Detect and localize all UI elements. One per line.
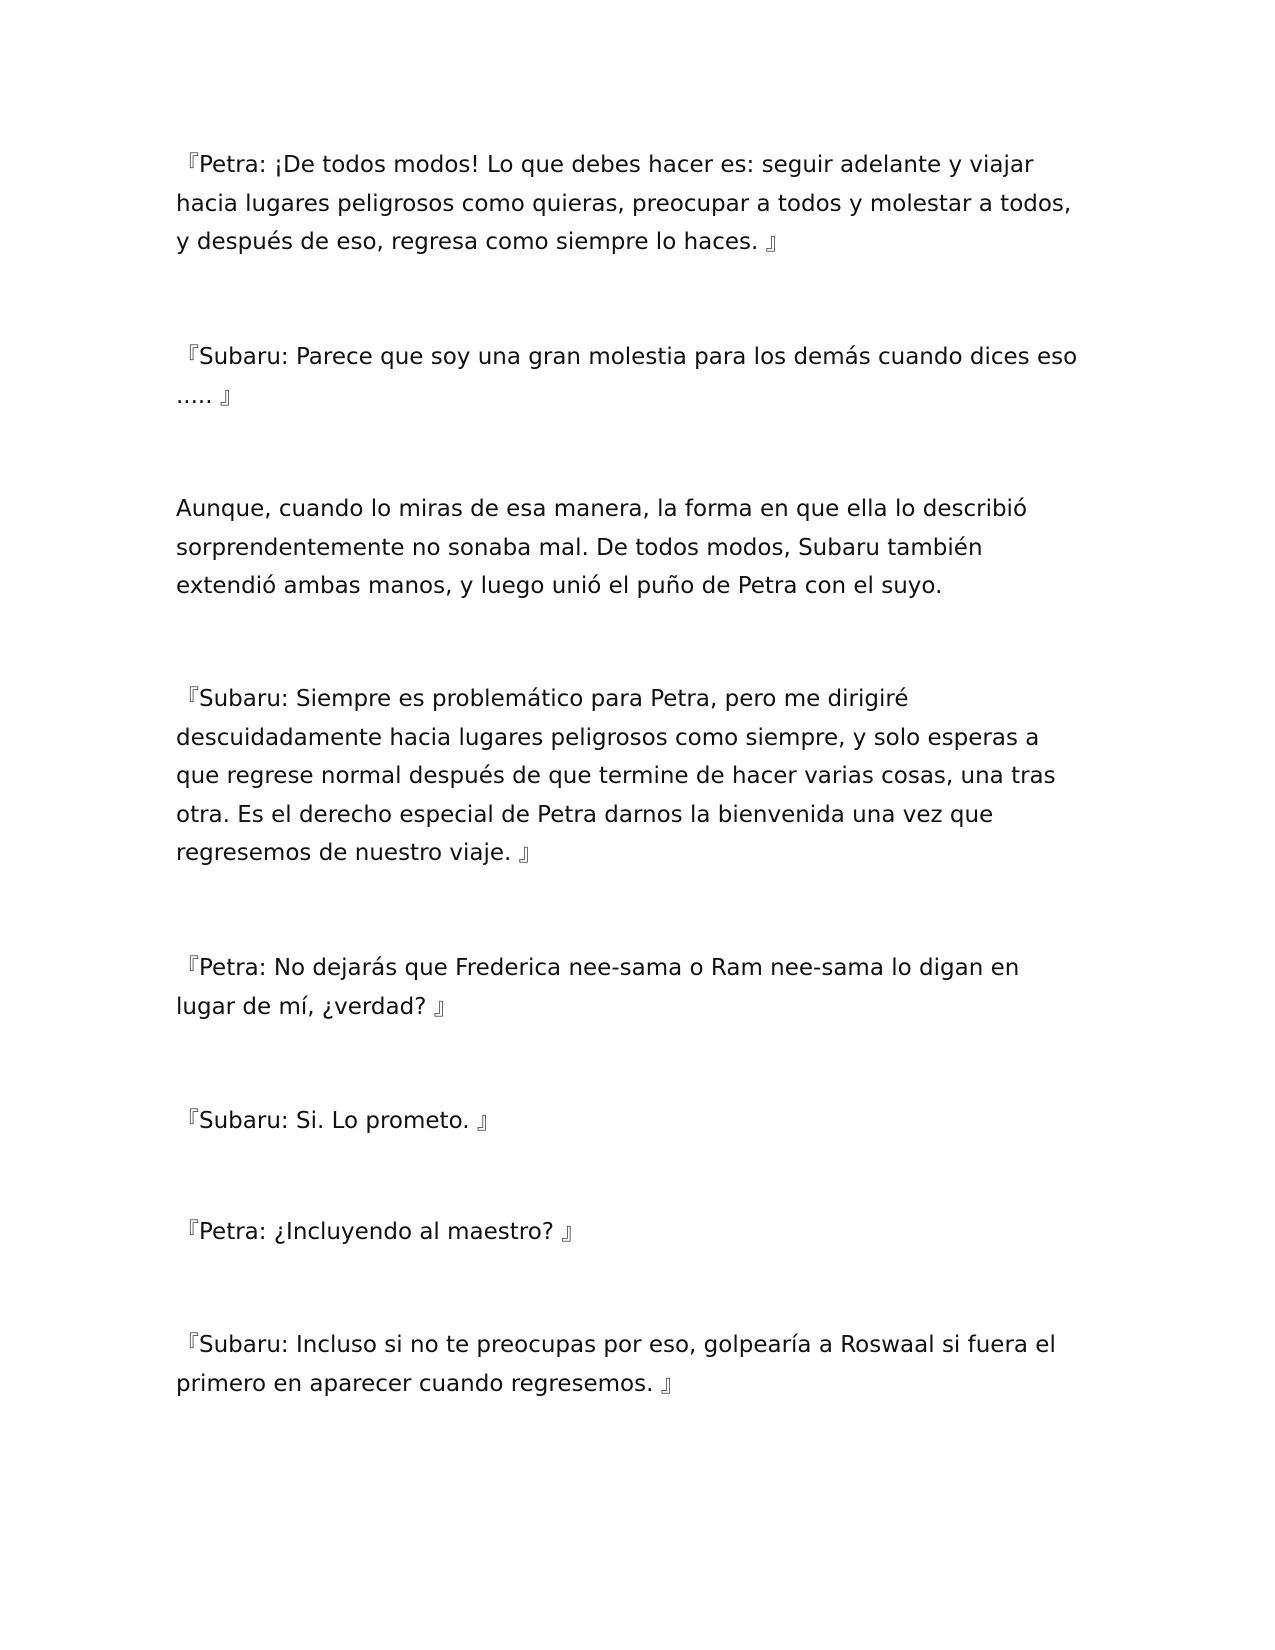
text-line: primero en aparecer cuando regresemos. 』	[176, 1370, 684, 1397]
text-line: Aunque, cuando lo miras de esa manera, la forma en que ella lo describió	[176, 496, 1028, 522]
text-line: ..... 』	[176, 382, 243, 409]
text-line: 『Petra: ¡De todos modos! Lo que debes hacer es: seguir adelante y viajar	[176, 152, 1034, 178]
dialogue-petra-3	[176, 1213, 1106, 1252]
text-line: extendió ambas manos, y luego unió el puño de Petra con el suyo.	[176, 573, 943, 599]
dialogue-petra-1	[176, 146, 1106, 262]
text-line: 『Subaru: Incluso si no te preocupas por eso, golpearía a Roswaal si fuera el	[176, 1332, 1056, 1358]
dialogue-subaru-4	[176, 1326, 1106, 1403]
text-line: otra. Es el derecho especial de Petra darnos la bienvenida una vez que	[176, 801, 994, 828]
text-line: 『Petra: ¿Incluyendo al maestro? 』	[176, 1219, 585, 1245]
text-line: lugar de mí, ¿verdad? 』	[176, 993, 457, 1020]
text-line: 『Petra: No dejarás que Frederica nee-sama o Ram nee-sama lo digan en	[176, 955, 1020, 981]
dialogue-subaru-1	[176, 338, 1106, 415]
dialogue-subaru-3	[176, 1102, 1106, 1141]
text-line: y después de eso, regresa como siempre lo haces. 』	[176, 229, 789, 255]
narration-paragraph	[176, 490, 1106, 606]
text-line: regresemos de nuestro viaje. 』	[176, 840, 542, 866]
text-line: hacia lugares peligrosos como quieras, preocupar a todos y molestar a todos,	[176, 190, 1072, 217]
text-line: 『Subaru: Parece que soy una gran molestia para los demás cuando dices eso	[176, 344, 1078, 370]
text-line: sorprendentemente no sonaba mal. De todos modos, Subaru también	[176, 534, 983, 561]
dialogue-subaru-2	[176, 680, 1106, 873]
text-line: descuidadamente hacia lugares peligrosos como siempre, y solo esperas a	[176, 724, 1040, 751]
dialogue-petra-2	[176, 949, 1106, 1026]
text-line: que regrese normal después de que termine de hacer varias cosas, una tras	[176, 763, 1056, 789]
text-line: 『Subaru: Siempre es problemático para Petra, pero me dirigiré	[176, 686, 909, 712]
text-line: 『Subaru: Si. Lo prometo. 』	[176, 1108, 500, 1134]
